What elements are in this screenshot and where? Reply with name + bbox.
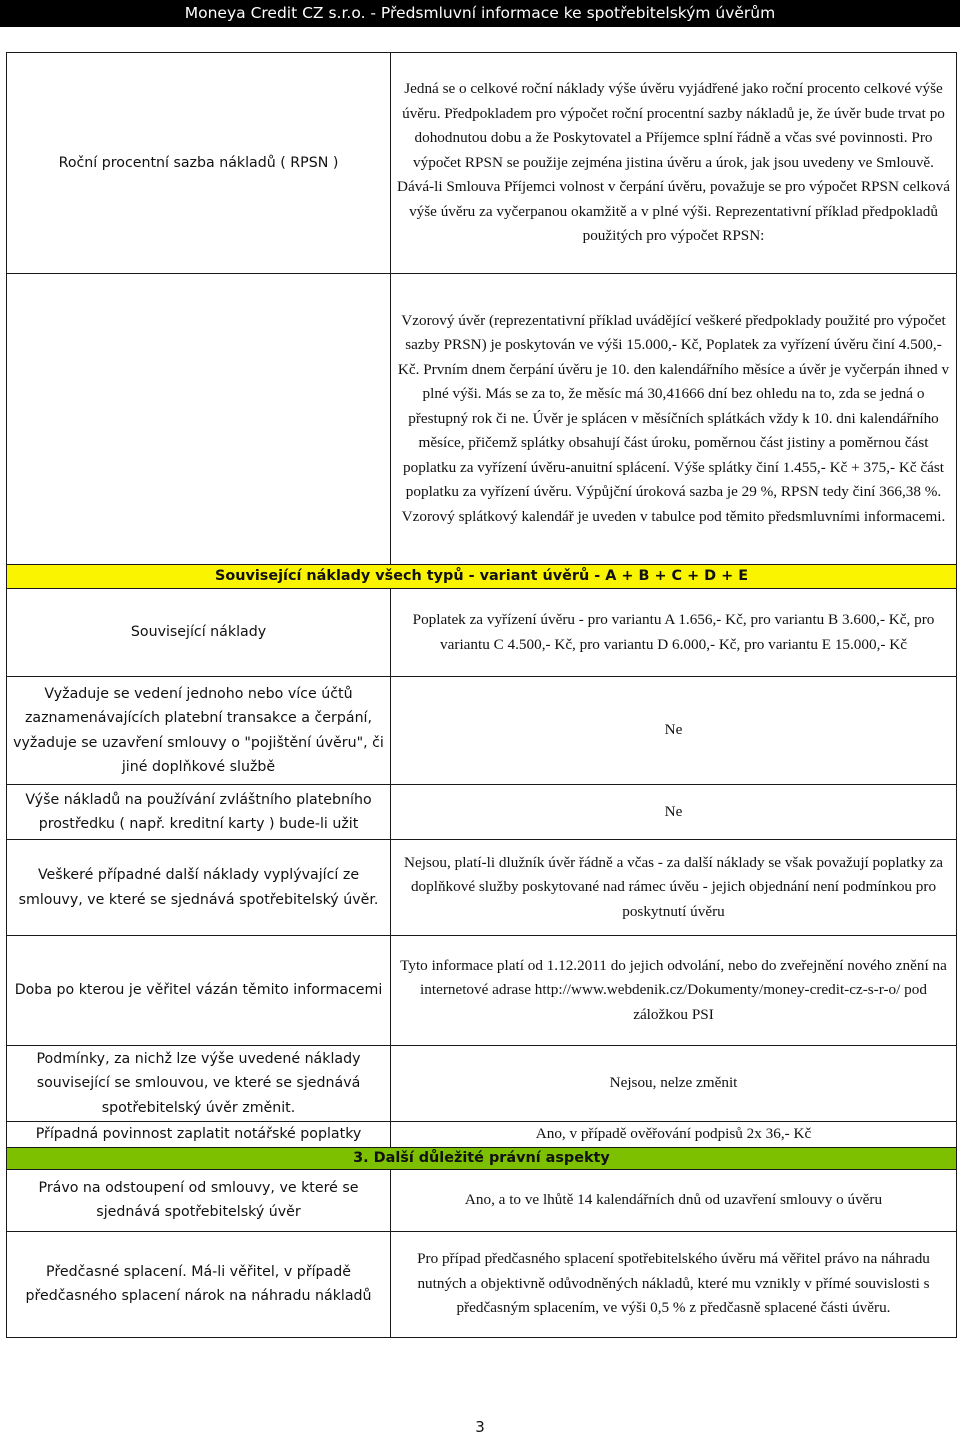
row-other-costs <box>7 840 957 936</box>
other-costs-value: Nejsou, platí-li dlužník úvěr řádně a včas - za další náklady se však považují poplatky za doplňkové služby poskytované nad rámec úvěu - jejich objednání není podmínkou pro poskytnutí úvěru <box>391 840 957 936</box>
band-related-costs-title: Související náklady všech typů - variant úvěrů - A + B + C + D + E <box>7 565 957 589</box>
change-conditions-value: Nejsou, nelze změnit <box>391 1046 957 1122</box>
row-binding-period <box>7 936 957 1046</box>
row-rpsn <box>7 53 957 274</box>
early-repayment-value: Pro případ předčasného splacení spotřebitelského úvěru má věřitel právo na náhradu nutných a objektivně odůvodněných nákladů, které mu vznikly v přímé souvislosti s předčasným splacením, ve výši 0,5 % z předčasně splacené části úvěru. <box>391 1231 957 1337</box>
binding-period-value: Tyto informace platí od 1.12.2011 do jejich odvolání, nebo do zveřejnění nového znění na internetové adrase http://www.webdenik.cz/Dokumenty/money-credit-cz-s-r-o/ pod záložkou PSI <box>391 936 957 1046</box>
example-value: Vzorový úvěr (reprezentativní příklad uvádějící veškeré předpoklady použité pro výpočet sazby PRSN) je poskytován ve výši 15.000,- Kč, Poplatek za vyřízení úvěru činí 4.500,- Kč. Prvním dnem čerpání úvěru je 10. den kalendářního měsíce a úvěr je vyčerpán ihned v plné výši. Más se za to, že měsíc má 30,41666 dní bez ohledu na to, zda se jedná o přestupný rok či ne. Úvěr je splácen v měsíčních splátkách vždy k 10. dni kalendářního měsíce, přičemž splátky obsahují část úroku, poměrnou část jistiny a poměrnou část poplatku za vyřízení úvěru-anuitní splácení. Výše splátky činí 1.455,- Kč + 375,- Kč část poplatku za vyřízení úvěru. Výpůjční úroková sazba je 29 %, RPSN tedy činí 366,38 %. Vzorový splátkový kalendář je uveden v tabulce pod těmito předsmluvními informacemi. <box>391 274 957 565</box>
related-costs-label: Související náklady <box>7 589 391 677</box>
binding-period-label: Doba po kterou je věřitel vázán těmito informacemi <box>7 936 391 1046</box>
band-related-costs <box>7 565 957 589</box>
payment-means-value: Ne <box>391 785 957 840</box>
row-payment-means <box>7 785 957 840</box>
other-costs-label: Veškeré případné další náklady vyplývající ze smlouvy, ve které se sjednává spotřebitelský úvěr. <box>7 840 391 936</box>
row-withdrawal <box>7 1169 957 1231</box>
payment-means-label: Výše nákladů na používání zvláštního platebního prostředku ( např. kreditní karty ) bude-li užit <box>7 785 391 840</box>
document-header <box>0 0 960 27</box>
page-number: 3 <box>475 1418 485 1436</box>
row-accounts <box>7 677 957 785</box>
row-related-costs <box>7 589 957 677</box>
accounts-value: Ne <box>391 677 957 785</box>
change-conditions-label: Podmínky, za nichž lze výše uvedené náklady související se smlouvou, ve které se sjednává spotřebitelský úvěr změnit. <box>7 1046 391 1122</box>
row-notary <box>7 1122 957 1148</box>
pre-contract-info-table <box>6 52 957 1338</box>
example-label-empty <box>7 274 391 565</box>
related-costs-value: Poplatek za vyřízení úvěru - pro variantu A 1.656,- Kč, pro variantu B 3.600,- Kč, pro variantu C 4.500,- Kč, pro variantu D 6.000,- Kč, pro variantu E 15.000,- Kč <box>391 589 957 677</box>
notary-label: Případná povinnost zaplatit notářské poplatky <box>7 1122 391 1148</box>
withdrawal-label: Právo na odstoupení od smlouvy, ve které se sjednává spotřebitelský úvěr <box>7 1169 391 1231</box>
rpsn-label: Roční procentní sazba nákladů ( RPSN ) <box>7 53 391 274</box>
accounts-label: Vyžaduje se vedení jednoho nebo více účtů zaznamenávajících platební transakce a čerpání, vyžaduje se uzavření smlouvy o "pojištění úvěru", či jiné doplňkové službě <box>7 677 391 785</box>
row-representative-example <box>7 274 957 565</box>
rpsn-value: Jedná se o celkové roční náklady výše úvěru vyjádřené jako roční procento celkové výše úvěru. Předpokladem pro výpočet roční procentní sazby nákladů je, že úvěr bude trvat po dohodnutou dobu a že Poskytovatel a Příjemce splní řádně a včas své povinnosti. Pro výpočet RPSN se použije zejména jistina úvěru a úrok, jak jsou uvedeny ve Smlouvě. Dává-li Smlouva Příjemci volnost v čerpání úvěru, považuje se pro výpočet RPSN celková výše úvěru za vyčerpanou okamžitě a v plné výši. Reprezentativní příklad předpokladů použitých pro výpočet RPSN: <box>391 53 957 274</box>
notary-value: Ano, v případě ověřování podpisů 2x 36,- Kč <box>391 1122 957 1148</box>
header-title: Moneya Credit CZ s.r.o. - Předsmluvní informace ke spotřebitelským úvěrům <box>184 4 776 22</box>
band-legal-aspects <box>7 1147 957 1169</box>
early-repayment-label: Předčasné splacení. Má-li věřitel, v případě předčasného splacení nárok na náhradu nákladů <box>7 1231 391 1337</box>
row-early-repayment <box>7 1231 957 1337</box>
band-legal-aspects-title: 3. Další důležité právní aspekty <box>7 1147 957 1169</box>
withdrawal-value: Ano, a to ve lhůtě 14 kalendářních dnů od uzavření smlouvy o úvěru <box>391 1169 957 1231</box>
row-change-conditions <box>7 1046 957 1122</box>
